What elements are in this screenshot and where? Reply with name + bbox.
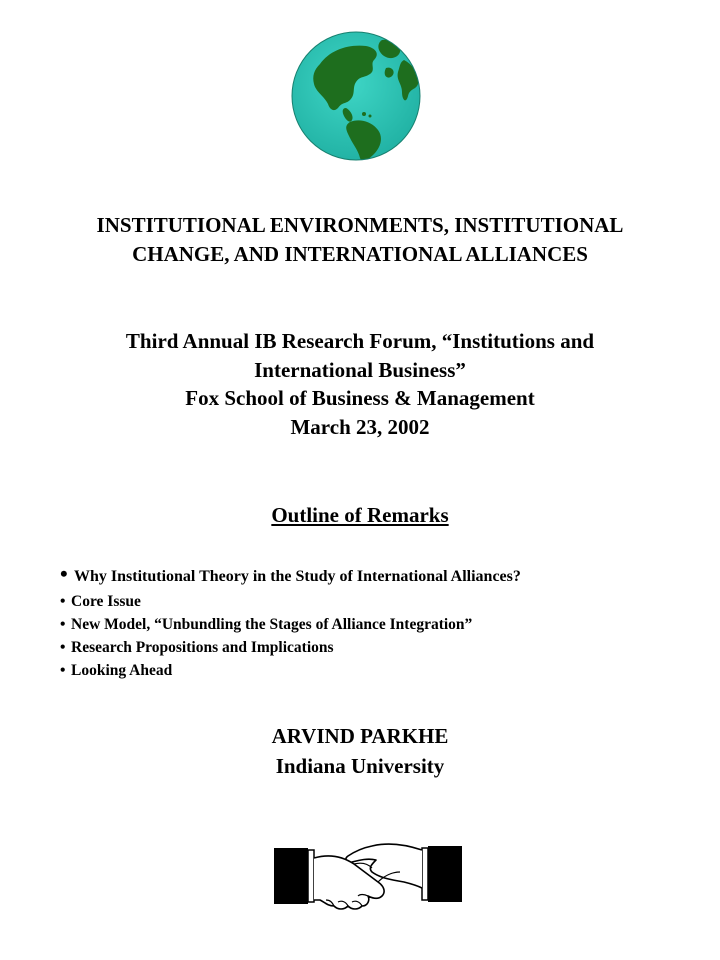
author-affiliation: Indiana University	[275, 754, 445, 778]
list-item-text: New Model, “Unbundling the Stages of Alliance Integration”	[71, 616, 473, 633]
list-item-text: Core Issue	[71, 593, 141, 610]
list-item	[60, 590, 700, 613]
list-item	[60, 613, 700, 636]
list-item	[60, 659, 700, 682]
event-line: Third Annual IB Research Forum, “Institutions and	[125, 329, 595, 353]
document-title	[0, 211, 720, 269]
bullet-icon: •	[60, 639, 66, 656]
list-item	[60, 560, 700, 590]
list-item-text: Why Institutional Theory in the Study of International Alliances?	[74, 568, 521, 585]
author-block	[0, 721, 720, 781]
author-name: ARVIND PARKHE	[271, 724, 449, 748]
outline-list	[60, 560, 700, 682]
list-item-text: Research Propositions and Implications	[71, 639, 334, 656]
outline-heading: Outline of Remarks	[271, 503, 449, 527]
event-line: Fox School of Business & Management	[185, 386, 535, 410]
globe-icon	[290, 30, 422, 162]
bullet-icon: •	[60, 561, 68, 586]
handshake-icon	[272, 836, 464, 916]
bullet-icon: •	[60, 593, 66, 610]
title-line: INSTITUTIONAL ENVIRONMENTS, INSTITUTIONAL	[96, 213, 624, 237]
event-details	[0, 327, 720, 441]
event-date: March 23, 2002	[290, 414, 430, 439]
event-line: International Business”	[254, 357, 466, 382]
list-item-text: Looking Ahead	[71, 662, 173, 679]
list-item	[60, 636, 700, 659]
bullet-icon: •	[60, 662, 66, 679]
bullet-icon: •	[60, 616, 66, 633]
title-line: CHANGE, AND INTERNATIONAL ALLIANCES	[132, 242, 588, 266]
